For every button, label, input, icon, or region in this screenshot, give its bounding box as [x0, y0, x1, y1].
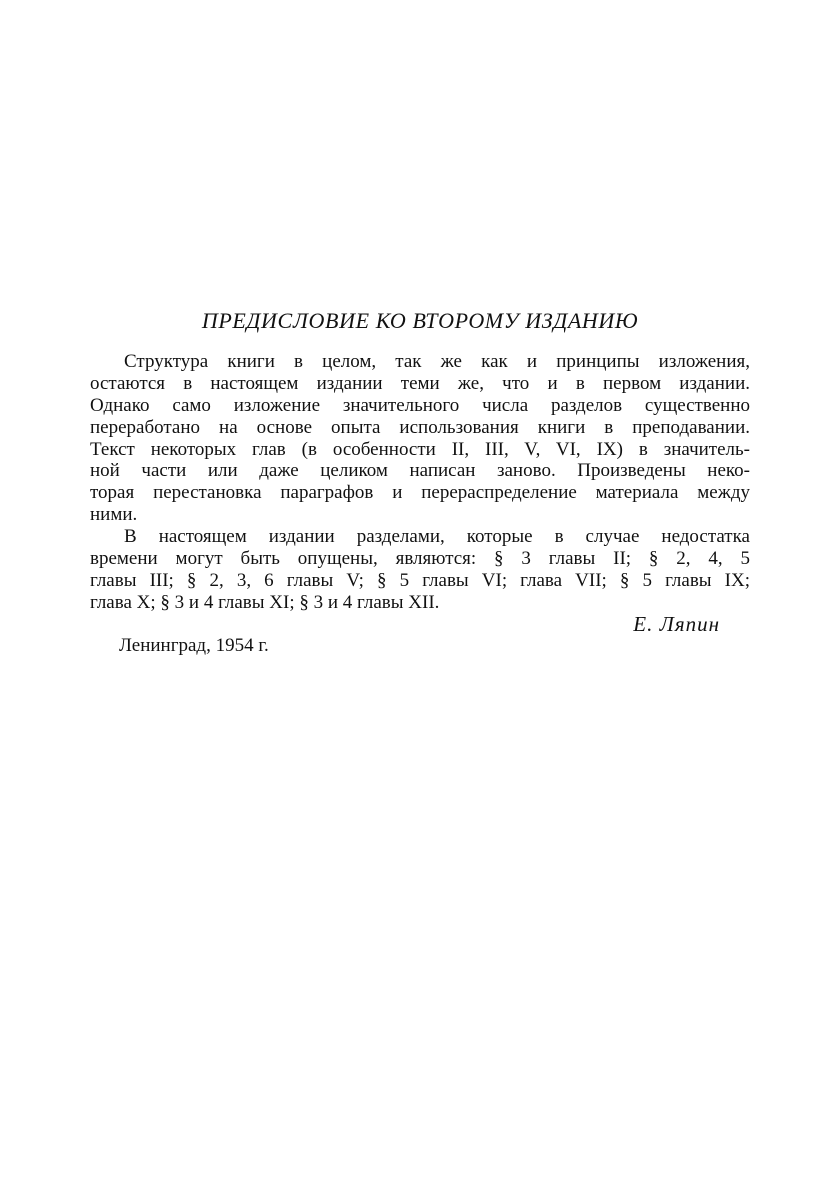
paragraph-line: глава X; § 3 и 4 главы XI; § 3 и 4 главы XII.: [90, 591, 440, 613]
paragraph-1: [90, 351, 750, 526]
paragraph-line: Однако само изложение значительного числа разделов существенно: [90, 394, 750, 416]
paragraph-line: В настоящем издании разделами, которые в случае недостатка: [124, 526, 750, 548]
preface-title: ПРЕДИСЛОВИЕ КО ВТОРОМУ ИЗДАНИЮ: [201, 308, 639, 333]
paragraph-line: времени могут быть опущены, являются: § 3 главы II; § 2, 4, 5: [90, 548, 750, 570]
paragraph-2: [90, 526, 750, 614]
preface-body: [90, 351, 750, 614]
paragraph-line: главы III; § 2, 3, 6 главы V; § 5 главы VI; глава VII; § 5 главы IX;: [90, 569, 750, 591]
paragraph-line: Структура книги в целом, так же как и принципы изложения,: [124, 351, 750, 372]
paragraph-line: Текст некоторых глав (в особенности II, III, V, VI, IX) в значитель-: [90, 438, 750, 460]
paragraph-line: ной части или даже целиком написан заново. Произведены неко-: [90, 460, 750, 482]
place-date: Ленинград, 1954 г.: [119, 635, 269, 656]
author-signature: Е. Ляпин: [633, 612, 720, 636]
paragraph-line: торая перестановка параграфов и перераспределение материала между: [90, 482, 750, 504]
paragraph-line: ними.: [90, 504, 138, 526]
paragraph-line: переработано на основе опыта использования книги в преподавании.: [90, 416, 750, 438]
paragraph-line: остаются в настоящем издании теми же, что и в первом издании.: [90, 372, 750, 394]
